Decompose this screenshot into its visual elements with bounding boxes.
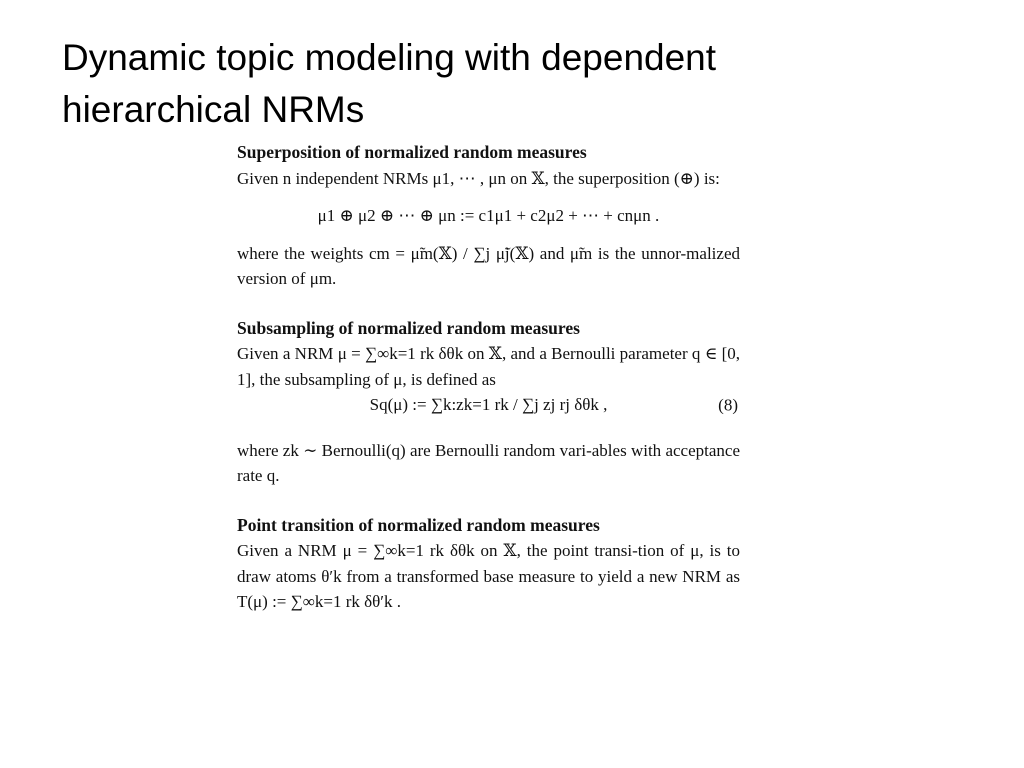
point-transition-body: Given a NRM μ = ∑∞k=1 rk δθk on 𝕏, the point transi-tion of μ, is to draw atoms θ′k from a transformed base measure to yield a new NRM as T(μ) := ∑∞k=1 rk δθ′k . <box>237 541 740 611</box>
slide-title-line-2: hierarchical NRMs <box>62 89 365 130</box>
superposition-intro: Given n independent NRMs μ1, ⋯ , μn on 𝕏, the superposition (⊕) is: <box>237 168 720 188</box>
subsampling-equation-row <box>237 392 740 418</box>
subsampling-intro: Given a NRM μ = ∑∞k=1 rk δθk on 𝕏, and a Bernoulli parameter q ∈ [0, 1], the subsampling of μ, is defined as <box>237 344 740 389</box>
superposition-equation: μ1 ⊕ μ2 ⊕ ⋯ ⊕ μn := c1μ1 + c2μ2 + ⋯ + cnμn . <box>317 206 660 225</box>
subsampling-heading: Subsampling of normalized random measures <box>237 317 580 338</box>
superposition-heading: Superposition of normalized random measures <box>237 142 587 162</box>
subsampling-after: where zk ∼ Bernoulli(q) are Bernoulli random vari-ables with acceptance rate q. <box>237 440 740 485</box>
point-transition-heading: Point transition of normalized random measures <box>237 514 600 535</box>
superposition-weights: where the weights cm = μ̃m(𝕏) / ∑j μ̃j(𝕏) and μ̃m is the unnor-malized version of μm. <box>237 243 740 288</box>
slide-title-line-1: Dynamic topic modeling with dependent <box>62 37 717 78</box>
subsampling-equation: Sq(μ) := ∑k:zk=1 rk / ∑j zj rj δθk , <box>369 395 608 414</box>
slide-title <box>62 32 962 136</box>
paper-excerpt <box>237 140 740 615</box>
equation-number: (8) <box>718 395 738 414</box>
